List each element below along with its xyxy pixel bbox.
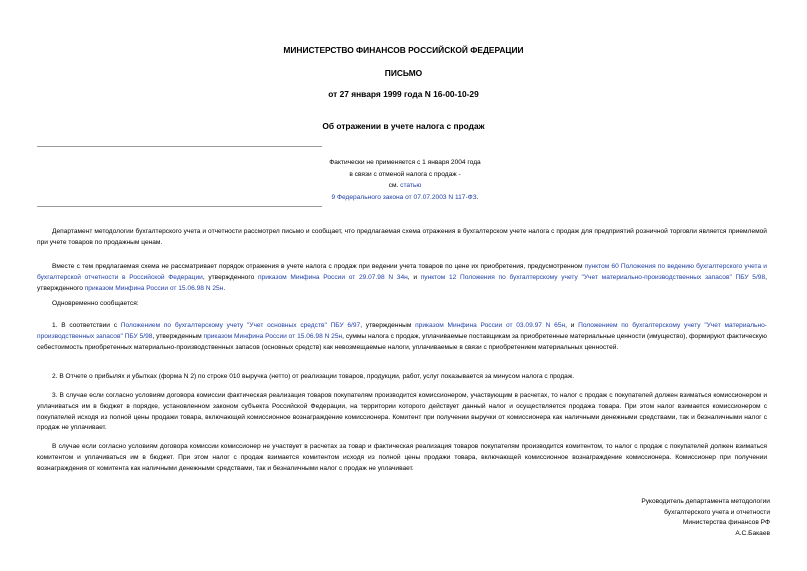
status-note-line <box>300 180 510 192</box>
paragraph-intro <box>37 227 767 249</box>
paragraph-text: Одновременно сообщается: <box>52 300 139 307</box>
order-link[interactable]: приказом Минфина России от 29.07.98 N 34н <box>257 273 408 281</box>
divider-top <box>37 146 322 147</box>
order-link[interactable]: приказом Минфина России от 03.09.97 N 65н <box>415 322 566 329</box>
paragraph-text: В случае если согласно условиям договора комиссии комиссионер не участвует в расчетах за товар и фактическая реализация товаров покупателям производится комитентом, то налог с продаж с покупателей должен взиматься комитентом и уплачиваться им в бюджет. При этом налог с продаж взимается комитентом исходя из полной цены продажи товара, включающей комиссионное вознаграждение комиссионера. Комиссионер при получении вознаграждения от комитента как наличными денежными средствами, так и безналичными налог с продаж не уплачивает. <box>37 443 767 472</box>
paragraph-text: Департамент методологии бухгалтерского учета и отчетности рассмотрел письмо и сообщает, что предлагаемая схема отражения в бухгалтерском учете налога с продаж для предприятий розничной торговли является приемлемой при учете товаров по продажным ценам. <box>37 228 767 246</box>
regulation-link[interactable]: пунктом 60 Положения по ведению бухгалтерского учета и бухгалтерской отчетности в Российской Федерации <box>37 263 767 281</box>
paragraph-text: 3. В случае если согласно условиям договора комиссии фактическая реализация товаров покупателям производится комиссионером, участвующим в расчетах, то налог с продаж с покупателей должен взиматься комиссионером и уплачиваться им в бюджет в порядке, установленном законом субъекта Российской Федерации, на территории которого действует данный налог и осуществляется продажа товара. При этом налог взимается комиссионером с покупателей исходя из полной цены продажи товара, включающей комиссионное вознаграждение комиссионера. Комитент при получении выручки от комиссионера как наличными денежными средствами, так и безналичными налог с продаж не уплачивает. <box>37 392 767 432</box>
status-note-line: в связи с отменой налога с продаж - <box>349 170 461 178</box>
signature-block <box>641 497 770 539</box>
text-run: , и <box>407 273 421 281</box>
signatory-name: А.С.Бакаев <box>735 529 770 537</box>
paragraph-commission <box>37 442 767 474</box>
order-link[interactable]: приказом Минфина России от 15.06.98 N 25н <box>84 284 224 292</box>
text-run: . <box>223 284 226 292</box>
regulation-link[interactable]: пунктом 12 Положения по бухгалтерскому учету "Учет материально-производственных запасов" ПБУ 5/98 <box>420 273 766 281</box>
signature-line: бухгалтерского учета и отчетности <box>664 508 770 516</box>
text-run: , утвержденным <box>152 332 204 340</box>
text-run: Вместе с тем предлагаемая схема не рассматривает порядок отражения в учете налога с продаж при ведении учета товаров по цене их приобретения, предусмотренном <box>52 263 585 270</box>
paragraph-item-3 <box>37 391 767 434</box>
status-note-text: см. <box>388 182 401 189</box>
text-run: , и <box>565 322 579 329</box>
status-note-text: . <box>476 193 479 201</box>
signature-line: Руководитель департамента методологии <box>641 498 770 505</box>
text-run: , утвержденным <box>360 322 416 329</box>
signature-line: Министерства финансов РФ <box>682 519 770 527</box>
document-date-number: от 27 января 1999 года N 16-00-10-29 <box>328 89 479 99</box>
document-title: Об отражении в учете налога с продаж <box>322 121 485 131</box>
ministry-heading: МИНИСТЕРСТВО ФИНАНСОВ РОССИЙСКОЙ ФЕДЕРАЦИИ <box>283 45 524 55</box>
divider-bottom <box>37 206 322 207</box>
paragraph-item-1 <box>37 321 767 353</box>
regulation-link[interactable]: Положением по бухгалтерскому учету "Учет материально-производственных запасов" ПБУ 5/98 <box>37 322 767 340</box>
paragraph-item-2 <box>37 372 767 383</box>
paragraph-scheme <box>37 262 767 294</box>
document-type: ПИСЬМО <box>384 68 423 78</box>
paragraph-text <box>37 321 767 353</box>
federal-law-link[interactable]: 9 Федерального закона от 07.07.2003 N 117-ФЗ <box>331 193 477 201</box>
status-note <box>300 157 510 203</box>
paragraph-text <box>37 262 767 294</box>
paragraph-announce <box>37 299 767 310</box>
text-run: , суммы налога с продаж, уплачиваемые поставщикам за приобретенные материальные ценности (имущество), формируют фактическую себестоимость приобретенных материально-производственных запасов (основных средств) как невозмещаемые налоги, уплачиваемые в связи с приобретением материальных ценностей. <box>37 332 768 351</box>
order-link[interactable]: приказом Минфина России от 15.06.98 N 25н <box>203 332 343 340</box>
status-note-line <box>300 192 510 204</box>
article-link[interactable]: статью <box>400 182 422 189</box>
paragraph-text: 2. В Отчете о прибылях и убытках (форма N 2) по строке 010 выручка (нетто) от реализации товаров, продукции, работ, услуг показывается за минусом налога с продаж. <box>52 373 575 380</box>
status-note-line: Фактически не применяется с 1 января 2004 года <box>329 159 481 166</box>
regulation-link[interactable]: Положением по бухгалтерскому учету "Учет основных средств" ПБУ 6/97 <box>120 322 361 329</box>
text-run: 1. В соответствии с <box>52 322 121 329</box>
text-run: , утвержденного <box>37 273 767 292</box>
text-run: , утвержденного <box>202 273 258 281</box>
